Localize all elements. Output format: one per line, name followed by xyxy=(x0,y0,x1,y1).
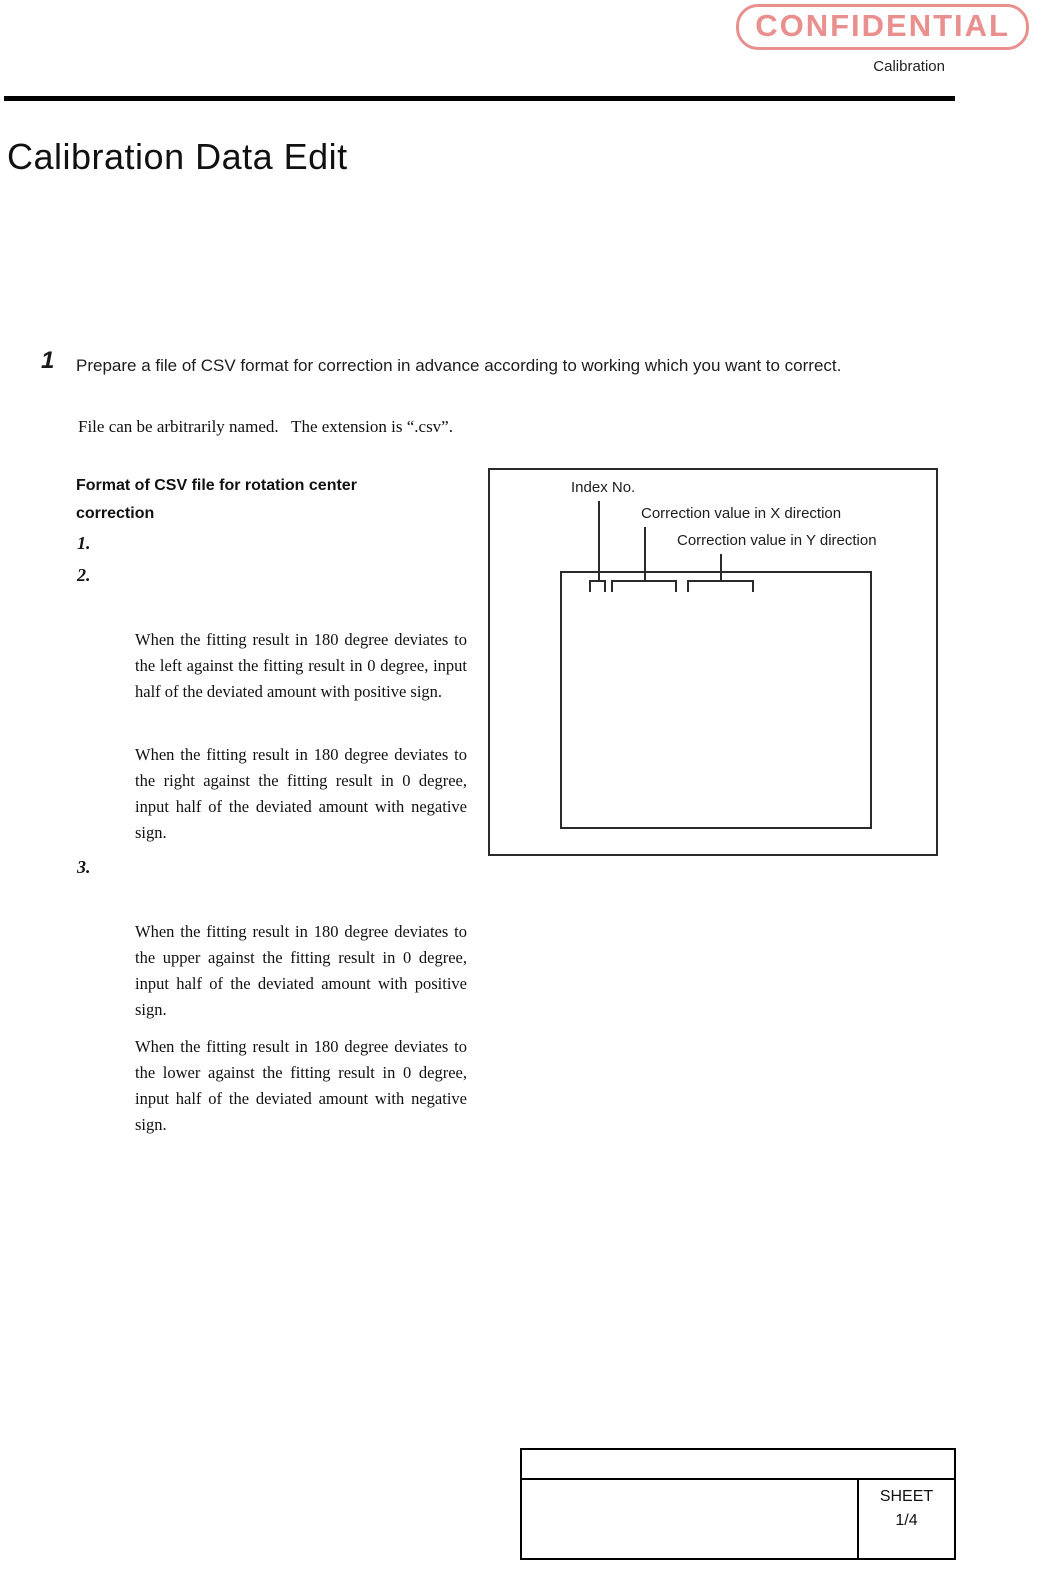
step-number: 1 xyxy=(41,347,55,374)
step-text: Prepare a file of CSV format for correction in advance according to working which you want to correct. xyxy=(76,356,842,375)
footer-table-body xyxy=(522,1480,954,1558)
paragraph-item2-positive: When the fitting result in 180 degree deviates to the left against the fitting result in 0 degree, input half of the deviated amount with positive sign. xyxy=(135,630,467,701)
list-item-number-1: 1. xyxy=(77,533,91,553)
csv-file-box xyxy=(560,571,872,829)
sheet-cell xyxy=(857,1480,954,1558)
diagram-label-x-correction: Correction value in X direction xyxy=(641,505,842,522)
list-item-number-2: 2. xyxy=(77,565,91,585)
paragraph-item3-negative: When the fitting result in 180 degree deviates to the lower against the fitting result in 0 degree, input half of the deviated amount with negative sign. xyxy=(135,1037,467,1134)
footer-table-top-row xyxy=(522,1450,954,1480)
step-note: File can be arbitrarily named. The extension is “.csv”. xyxy=(78,417,453,436)
leader-line-index-no xyxy=(598,501,600,581)
sheet-label: SHEET xyxy=(879,1488,934,1505)
sheet-footer-table xyxy=(520,1448,956,1560)
confidential-stamp: CONFIDENTIAL xyxy=(736,4,1029,50)
format-section-heading: Format of CSV file for rotation center correction xyxy=(76,477,357,522)
header-rule xyxy=(4,96,955,101)
list-item-number-3: 3. xyxy=(77,857,91,877)
paragraph-item3-positive: When the fitting result in 180 degree deviates to the upper against the fitting result in 0 degree, input half of the deviated amount with positive sign. xyxy=(135,922,467,1019)
diagram-label-y-correction: Correction value in Y direction xyxy=(677,532,877,549)
sheet-number: 1/4 xyxy=(895,1512,918,1529)
page-title: Calibration Data Edit xyxy=(7,136,348,177)
csv-format-diagram xyxy=(488,468,938,856)
paragraph-item2-negative: When the fitting result in 180 degree deviates to the right against the fitting result in 0 degree, input half of the deviated amount with negative sign. xyxy=(135,745,467,842)
diagram-label-index-no: Index No. xyxy=(571,479,636,496)
section-header: Calibration xyxy=(873,58,945,75)
